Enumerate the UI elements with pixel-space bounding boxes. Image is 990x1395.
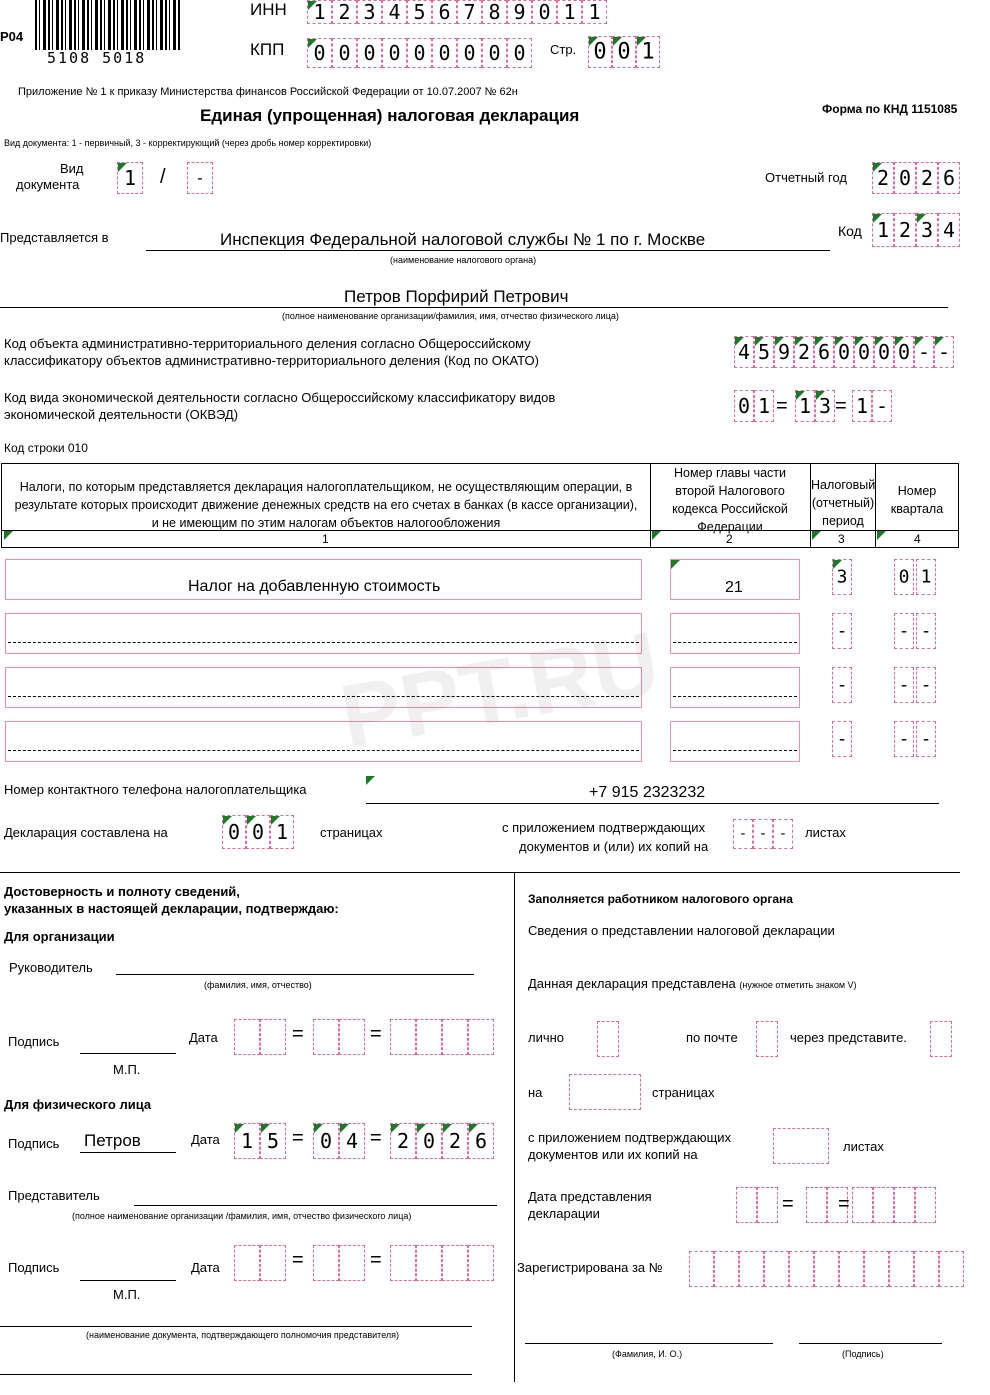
appendix-text: Приложение № 1 к приказу Министерства финансов Российской Федерации от 10.07.2007 № 62н	[18, 86, 518, 98]
registration-digit-cell[interactable]	[714, 1251, 739, 1287]
left-bottom-line	[0, 1374, 472, 1375]
digit-cell[interactable]: 0	[854, 336, 874, 368]
insp-date-cell[interactable]	[894, 1187, 915, 1223]
quarter-cell[interactable]: -	[916, 613, 936, 649]
person-date-label: Дата	[191, 1132, 220, 1147]
registration-digit-cell[interactable]	[889, 1251, 914, 1287]
insp-fio-line	[525, 1343, 773, 1344]
okato-label-1: Код объекта административно-территориального деления согласно Общероссийскому	[4, 336, 531, 351]
digit-cell[interactable]: 0	[874, 336, 894, 368]
digit-cell[interactable]: 0	[834, 336, 854, 368]
digit-cell[interactable]: 0	[734, 390, 754, 422]
digit-cell[interactable]: 8	[482, 0, 507, 24]
date-digit-cell[interactable]: 2	[442, 1123, 468, 1159]
insp-date-cell[interactable]	[873, 1187, 894, 1223]
insp-date-label-1: Дата представления	[528, 1189, 652, 1204]
correction-cell[interactable]: -	[187, 162, 213, 194]
digit-cell[interactable]: 7	[457, 0, 482, 24]
date-separator: =	[838, 1193, 850, 1215]
digit-cell[interactable]: 4	[734, 336, 754, 368]
confirm-title-1: Достоверность и полноту сведений,	[4, 884, 240, 899]
digit-cell[interactable]: 0	[222, 815, 246, 849]
rep-sign-line	[80, 1280, 176, 1281]
registration-digit-cell[interactable]	[914, 1251, 939, 1287]
registration-digit-cell[interactable]	[939, 1251, 964, 1287]
org-mp: М.П.	[113, 1062, 141, 1077]
insp-sheets-unit: листах	[843, 1139, 884, 1154]
date-separator: =	[292, 1127, 304, 1149]
digit-cell[interactable]: 3	[916, 213, 938, 247]
date-digit-cell[interactable]	[260, 1019, 286, 1055]
digit-cell[interactable]: 1	[872, 213, 894, 247]
bottom-divider	[514, 872, 515, 1382]
table-header-col4: Номер квартала	[890, 484, 944, 516]
quarter-cell[interactable]: 0	[894, 559, 914, 595]
insp-attach-2: документов или их копий на	[528, 1147, 698, 1162]
date-separator: =	[370, 1127, 382, 1149]
date-digit-cell[interactable]: 5	[260, 1123, 286, 1159]
row-code-label: Код строки 010	[4, 441, 88, 455]
digit-cell[interactable]: -	[872, 390, 892, 422]
quarter-cell[interactable]: -	[894, 721, 914, 757]
digit-cell[interactable]: 0	[894, 162, 916, 194]
digit-cell[interactable]: 5	[754, 336, 774, 368]
table-header-col3: Налоговый (отчетный) период	[811, 478, 875, 528]
digit-cell[interactable]: 9	[507, 0, 532, 24]
by-rep-label: через представите.	[790, 1030, 907, 1045]
col-number-4: 4	[914, 532, 921, 546]
pages-label: Декларация составлена на	[4, 825, 168, 840]
inn-label: ИНН	[250, 0, 287, 19]
digit-cell[interactable]: 1	[852, 390, 872, 422]
date-separator: =	[292, 1023, 304, 1045]
authority-caption: (наименование налогового органа)	[390, 255, 537, 265]
period-cell[interactable]: -	[832, 721, 852, 757]
digit-cell[interactable]: 3	[815, 390, 835, 422]
digit-cell[interactable]: 0	[894, 336, 914, 368]
registration-digit-cell[interactable]	[789, 1251, 814, 1287]
insp-pages-field[interactable]	[569, 1074, 641, 1110]
col-number-2: 2	[726, 532, 733, 546]
taxpayer-name[interactable]: Петров Порфирий Петрович	[344, 287, 569, 306]
digit-cell[interactable]: 0	[532, 0, 557, 24]
org-sign-line	[80, 1053, 176, 1054]
date-digit-cell[interactable]	[260, 1245, 286, 1281]
org-title: Для организации	[4, 929, 115, 944]
knd-code: Форма по КНД 1151085	[822, 102, 958, 116]
date-digit-cell[interactable]	[234, 1019, 260, 1055]
date-digit-cell[interactable]	[416, 1019, 442, 1055]
digit-cell[interactable]: 5	[407, 0, 432, 24]
digit-cell[interactable]: 0	[612, 36, 636, 68]
digit-cell[interactable]: 0	[407, 38, 432, 68]
phone-underline	[366, 803, 939, 804]
insp-date-cell[interactable]	[736, 1187, 757, 1223]
form-code: Р04	[0, 29, 24, 44]
date-separator: =	[370, 1249, 382, 1271]
col-number-3: 3	[838, 532, 845, 546]
insp-date-cell[interactable]	[852, 1187, 873, 1223]
chapter-number: 21	[725, 579, 743, 596]
chapter-cell[interactable]	[670, 613, 800, 654]
col-number-1: 1	[322, 532, 329, 546]
okved-label-1: Код вида экономической деятельности согласно Общероссийскому классификатору видов	[4, 390, 556, 405]
date-separator: =	[292, 1249, 304, 1271]
person-sign-value[interactable]: Петров	[84, 1131, 141, 1150]
chapter-cell[interactable]	[670, 667, 800, 708]
digit-cell[interactable]: 0	[246, 815, 270, 849]
rep-sign-label: Подпись	[8, 1260, 60, 1275]
chapter-cell[interactable]	[670, 559, 800, 600]
digit-cell[interactable]: 2	[332, 0, 357, 24]
bottom-top-rule	[0, 872, 960, 873]
registration-digit-cell[interactable]	[839, 1251, 864, 1287]
registration-digit-cell[interactable]	[689, 1251, 714, 1287]
date-digit-cell[interactable]	[390, 1019, 416, 1055]
inspector-subtitle: Сведения о представлении налоговой декларации	[528, 923, 835, 938]
inspector-title: Заполняется работником налогового органа	[528, 892, 793, 906]
person-sign-line	[80, 1152, 176, 1153]
taxpayer-underline	[0, 307, 948, 308]
digit-cell[interactable]: 0	[332, 38, 357, 68]
org-sign-label: Подпись	[8, 1034, 60, 1049]
tax-name: Налог на добавленную стоимость	[188, 578, 441, 595]
attach-unit: листах	[805, 825, 846, 840]
rep-label: Представитель	[8, 1188, 100, 1203]
rep-doc-caption: (наименование документа, подтверждающего полномочия представителя)	[86, 1330, 400, 1340]
date-digit-cell[interactable]	[234, 1245, 260, 1281]
digit-cell[interactable]: -	[934, 336, 954, 368]
digit-cell[interactable]: 9	[774, 336, 794, 368]
head-label: Руководитель	[9, 960, 93, 975]
okved-separator: =	[835, 395, 847, 417]
date-digit-cell[interactable]: 0	[313, 1123, 339, 1159]
rep-date-label: Дата	[191, 1260, 220, 1275]
period-cell[interactable]: 3	[832, 559, 852, 595]
org-date-label: Дата	[189, 1030, 218, 1045]
okved-separator: =	[776, 395, 788, 417]
digit-cell[interactable]: 2	[916, 162, 938, 194]
digit-cell[interactable]: 3	[357, 0, 382, 24]
digit-cell[interactable]: 0	[457, 38, 482, 68]
date-digit-cell[interactable]	[442, 1245, 468, 1281]
document-title: Единая (упрощенная) налоговая декларация	[200, 106, 580, 125]
digit-cell[interactable]: 2	[894, 213, 916, 247]
insp-date-cell[interactable]	[915, 1187, 936, 1223]
digit-cell[interactable]: 0	[482, 38, 507, 68]
insp-date-cell[interactable]	[757, 1187, 778, 1223]
digit-cell[interactable]: 0	[357, 38, 382, 68]
page-label: Стр.	[550, 42, 577, 57]
doc-kind-hint: Вид документа: 1 - первичный, 3 - корректирующий (через дробь номер корректировки)	[4, 138, 372, 148]
digit-cell[interactable]: 1	[557, 0, 582, 24]
date-digit-cell[interactable]	[468, 1245, 494, 1281]
phone-marker	[366, 776, 375, 785]
insp-sign-caption: (Подпись)	[842, 1349, 884, 1359]
insp-date-cell[interactable]	[806, 1187, 827, 1223]
digit-cell[interactable]: 0	[307, 38, 332, 68]
by-mail-label: по почте	[686, 1030, 738, 1045]
registration-digit-cell[interactable]	[864, 1251, 889, 1287]
date-separator: =	[370, 1023, 382, 1045]
date-digit-cell[interactable]	[416, 1245, 442, 1281]
digit-cell[interactable]: 6	[938, 162, 960, 194]
digit-cell[interactable]: 0	[507, 38, 532, 68]
on-label: на	[528, 1085, 543, 1100]
person-sign-label: Подпись	[8, 1136, 60, 1151]
period-cell[interactable]: -	[832, 667, 852, 703]
table-header-col1: Налоги, по которым представляется декларация налогоплательщиком, не осуществляющим операции, в результате которых происходит движение денежных средств на его счетах в банках (в кассе организации), и не имеющим по этим налогам объектов налогообложения	[14, 480, 638, 530]
digit-cell[interactable]: 1	[582, 0, 607, 24]
code-label: Код	[838, 223, 862, 239]
date-digit-cell[interactable]	[390, 1245, 416, 1281]
registered-label: Зарегистрирована за №	[517, 1260, 663, 1275]
okved-label-2: экономической деятельности (ОКВЭД)	[4, 407, 239, 422]
head-fio-caption: (фамилия, имя, отчество)	[204, 980, 312, 990]
date-digit-cell[interactable]	[442, 1019, 468, 1055]
taxpayer-caption: (полное наименование организации/фамилия, имя, отчество физического лица)	[282, 311, 619, 321]
barcode-number: 5108 5018	[47, 49, 147, 67]
rep-doc-line	[0, 1326, 472, 1327]
watermark: PPT.RU	[333, 613, 667, 769]
authority-underline	[146, 250, 830, 251]
digit-cell[interactable]: 1	[307, 0, 332, 24]
digit-cell[interactable]: 6	[814, 336, 834, 368]
authority-name[interactable]: Инспекция Федеральной налоговой службы № 1 по г. Москве	[220, 230, 706, 249]
digit-cell[interactable]: 0	[382, 38, 407, 68]
digit-cell[interactable]: 1	[795, 390, 815, 422]
insp-attach-field[interactable]	[773, 1128, 829, 1164]
date-digit-cell[interactable]: 4	[339, 1123, 365, 1159]
rep-caption: (полное наименование организации /фамилия, имя, отчество физического лица)	[72, 1211, 412, 1221]
insp-fio-caption: (Фамилия, И. О.)	[612, 1349, 683, 1359]
digit-cell[interactable]: 6	[432, 0, 457, 24]
registration-digit-cell[interactable]	[739, 1251, 764, 1287]
head-underline	[116, 974, 474, 975]
in-person-label: лично	[528, 1030, 565, 1045]
digit-cell[interactable]: -	[773, 819, 793, 849]
digit-cell[interactable]: 1	[754, 390, 774, 422]
date-digit-cell[interactable]: 0	[416, 1123, 442, 1159]
authority-label: Представляется в	[0, 230, 109, 245]
doc-kind-cell[interactable]: 1	[117, 162, 143, 194]
date-digit-cell[interactable]	[313, 1019, 339, 1055]
registration-digit-cell[interactable]	[814, 1251, 839, 1287]
table-header-col2: Номер главы части второй Налогового кодекса Российской Федерации	[672, 466, 788, 534]
confirm-title-2: указанных в настоящей декларации, подтверждаю:	[4, 901, 339, 916]
digit-cell[interactable]: -	[914, 336, 934, 368]
digit-cell[interactable]: 2	[872, 162, 894, 194]
quarter-cell[interactable]: -	[916, 721, 936, 757]
insp-date-label-2: декларации	[528, 1206, 600, 1221]
phone-value[interactable]: +7 915 2323232	[589, 784, 706, 801]
digit-cell[interactable]: 0	[432, 38, 457, 68]
digit-cell[interactable]: -	[733, 819, 753, 849]
date-digit-cell[interactable]	[339, 1245, 365, 1281]
doc-kind-label-2: документа	[16, 177, 80, 192]
barcode	[35, 0, 180, 50]
date-digit-cell[interactable]	[339, 1019, 365, 1055]
rep-underline	[134, 1205, 497, 1206]
phone-label: Номер контактного телефона налогоплательщика	[4, 782, 307, 797]
attach-label-1: с приложением подтверждающих	[502, 820, 706, 835]
date-digit-cell[interactable]: 6	[468, 1123, 494, 1159]
doc-kind-slash: /	[160, 166, 166, 188]
digit-cell[interactable]: 0	[588, 36, 612, 68]
digit-cell[interactable]: -	[753, 819, 773, 849]
insp-pages-unit: страницах	[652, 1085, 715, 1100]
digit-cell[interactable]: 4	[938, 213, 960, 247]
in-person-checkbox[interactable]	[597, 1021, 619, 1057]
attach-label-2: документов и (или) их копий на	[519, 839, 709, 854]
period-cell[interactable]: -	[832, 613, 852, 649]
year-label: Отчетный год	[765, 170, 847, 185]
table-header	[1, 463, 959, 548]
kpp-label: КПП	[250, 40, 285, 59]
date-digit-cell[interactable]: 2	[390, 1123, 416, 1159]
chapter-cell[interactable]	[670, 721, 800, 762]
insp-attach-1: с приложением подтверждающих	[528, 1130, 732, 1145]
date-digit-cell[interactable]	[468, 1019, 494, 1055]
digit-cell[interactable]: 4	[382, 0, 407, 24]
quarter-cell[interactable]: -	[894, 667, 914, 703]
digit-cell[interactable]: 1	[636, 36, 660, 68]
digit-cell[interactable]: 2	[794, 336, 814, 368]
date-separator: =	[782, 1193, 794, 1215]
digit-cell[interactable]: 1	[270, 815, 294, 849]
date-digit-cell[interactable]: 1	[234, 1123, 260, 1159]
okato-label-2: классификатору объектов административно-территориального деления (Код по ОКАТО)	[4, 353, 539, 368]
by-mail-checkbox[interactable]	[756, 1021, 778, 1057]
pages-unit: страницах	[320, 825, 383, 840]
by-rep-checkbox[interactable]	[930, 1021, 952, 1057]
registration-digit-cell[interactable]	[764, 1251, 789, 1287]
person-title: Для физического лица	[4, 1097, 152, 1112]
submitted-label: Данная декларация представлена (нужное отметить знаком V)	[528, 976, 857, 991]
insp-sign-line	[799, 1343, 942, 1344]
rep-mp: М.П.	[113, 1287, 141, 1302]
quarter-cell[interactable]: -	[894, 613, 914, 649]
tax-name-cell[interactable]	[5, 559, 642, 600]
quarter-cell[interactable]: -	[916, 667, 936, 703]
date-digit-cell[interactable]	[313, 1245, 339, 1281]
doc-kind-label-1: Вид	[60, 161, 84, 176]
quarter-cell[interactable]: 1	[916, 559, 936, 595]
